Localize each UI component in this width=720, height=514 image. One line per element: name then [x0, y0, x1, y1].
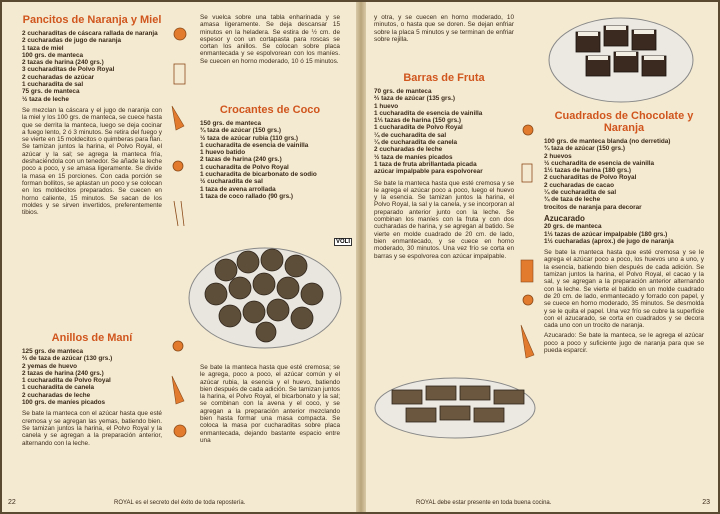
right-continuation: [374, 14, 514, 46]
cookie: [229, 277, 251, 299]
ingredient: 1 huevo batido: [200, 149, 246, 157]
ingredient: azúcar impalpable para espolvorear: [374, 168, 483, 176]
ingredient: 1 cucharadita de Polvo Royal: [22, 377, 111, 385]
ingredient: trocitos de naranja para decorar: [544, 203, 642, 211]
ingredient: ¾ taza de azúcar (150 grs.): [200, 127, 281, 135]
fruit-bar: [494, 390, 524, 404]
ingredient: 1⅓ tazas de harina (150 grs.): [374, 117, 462, 125]
coco-ingredients: [200, 120, 340, 200]
ingredient: ½ taza de maníes picados: [374, 153, 453, 161]
cookie: [301, 283, 323, 305]
ingredient: 1 huevo: [374, 102, 399, 110]
orange-sketch: [523, 295, 533, 305]
fruit-bar: [440, 406, 470, 420]
footer-right: ROYAL debe estar presente en toda buena cocina.: [416, 500, 552, 506]
cookie: [267, 299, 289, 321]
cookie: [285, 255, 307, 277]
icing: [634, 30, 654, 34]
ingredient: 2 tazas de harina (240 grs.): [22, 59, 104, 67]
ingredient: 1 taza de miel: [22, 44, 64, 52]
ingredient: 2 cucharadas de cacao: [544, 181, 614, 189]
ingredient: ½ cucharadita de sal: [200, 178, 263, 186]
carrot-sketch: [521, 325, 534, 358]
ingredient: 1 cucharadita de canela: [22, 384, 95, 392]
cookie: [237, 251, 259, 273]
cookie: [205, 283, 227, 305]
left-continuation: [200, 14, 340, 68]
cookie: [253, 273, 275, 295]
ingredient: ½ taza de azúcar rubia (110 grs.): [200, 134, 299, 142]
ingredient: 2 cucharadas de leche: [374, 146, 443, 154]
fruit-sketches: [516, 120, 540, 370]
ingredient: ½ cucharadita de esencia de vainilla: [544, 159, 655, 167]
ingredient: 20 grs. de manteca: [544, 223, 602, 231]
glaze-ingredients: [544, 223, 704, 245]
ingredient: 2 cucharaditas de cáscara rallada de naranja: [22, 30, 158, 37]
ingredient: ⅔ taza de azúcar (135 grs.): [374, 95, 455, 103]
glass-sketch: [522, 164, 532, 182]
ingredient: 2 cucharaditas de Polvo Royal: [544, 174, 637, 182]
ingredient: 150 grs. de manteca: [200, 120, 262, 127]
ingredient: 2 cucharadas de leche: [22, 391, 91, 399]
ingredient: ¼ de cucharadita de sal: [544, 189, 617, 197]
ingredient: 1 taza de fruta abrillantada picada: [374, 160, 477, 168]
continuation-text: Se vuelca sobre una tabla enharinada y se amasa ligeramente. Se deja descansar 15 minutos en la heladera. Se estira de ½ cm. de espesor y con un cortapasta para roscas se cortan los anillos. Se colocan sobre placa enmantecada y se espolvorean con los maníes. Se cuecen en horno moderado, 10 ó 15 minutos.: [200, 14, 340, 65]
icing: [644, 56, 664, 60]
cookie: [261, 249, 283, 271]
coco-method-block: [200, 364, 340, 447]
naranja-ingredients: [22, 30, 162, 103]
ingredient: 1 cucharadita de Polvo Royal: [374, 124, 463, 132]
glass-sketch: [174, 64, 185, 84]
cookie: [277, 277, 299, 299]
continuation-text: y otra, y se cuecen en horno moderado, 10 minutos, o hasta que se doren. Se dejan enfriar sobre la placa 5 minutos y se terminan de enfriar sobre rejilla.: [374, 14, 514, 43]
chocolate-ingredients: [544, 138, 704, 211]
chocolate-recipe: [544, 110, 704, 357]
carrot-sketch: [172, 106, 184, 130]
cookie: [215, 259, 237, 281]
cookie: [291, 307, 313, 329]
ingredient: 2 cucharadas de azúcar: [22, 73, 95, 81]
spoon-sketch: [174, 201, 184, 226]
ingredient: 1 cucharadita de sal: [22, 81, 84, 89]
fruta-ingredients: [374, 88, 514, 176]
fruta-title: Barras de Fruta: [403, 72, 485, 84]
ingredient: 100 grs. de manteca: [22, 51, 84, 59]
voli-label: VOLI: [336, 239, 351, 245]
mani-ingredients: [22, 348, 162, 406]
cookbook-spread: [2, 2, 718, 512]
ingredient: 1 cucharadita de bicarbonato de sodio: [200, 171, 317, 179]
ingredient: 1½ tazas de harina (180 grs.): [544, 167, 632, 175]
ingredient: ¾ taza de azúcar (150 grs.): [544, 145, 625, 153]
ingredient: 2 tazas de harina (240 grs.): [200, 156, 282, 164]
fruit-bar: [460, 386, 490, 400]
ingredient: 2 cucharadas de jugo de naranja: [22, 37, 122, 45]
ingredient: 125 grs. de manteca: [22, 348, 84, 355]
mani-title: Anillos de Maní: [51, 332, 133, 344]
chocolate-squares-photo: [546, 10, 696, 106]
ingredient: 2 tazas de harina (240 grs.): [22, 369, 104, 377]
orange-sketch: [523, 125, 533, 135]
glaze-title: Azucarado: [544, 213, 585, 223]
mani-recipe: [22, 332, 162, 450]
fruit-bar: [406, 408, 436, 422]
cookie: [243, 301, 265, 323]
footer-left: ROYAL es el secreto del éxito de toda repostería.: [114, 500, 246, 506]
icing: [578, 32, 598, 36]
orange-sketch: [173, 161, 183, 171]
fruit-bar: [474, 408, 504, 422]
icing: [616, 52, 636, 56]
page-number-right: 23: [702, 499, 710, 506]
glaze-method: Azucarado: Se bate la manteca, se le agrega el azúcar poco a poco y suficiente jugo de naranja para que se pueda esparcir.: [544, 332, 704, 355]
ingredient: ½ taza de leche: [22, 95, 69, 103]
mani-method: Se bate la manteca con el azúcar hasta que esté cremosa y se agregan las yemas, batiendo bien. Se tamizan juntos la harina, el Polvo Royal y la canela y se agregan a la preparación anterior, alternando con la leche.: [22, 410, 162, 447]
cookie: [219, 305, 241, 327]
book-gutter: [356, 2, 366, 512]
ingredient: 1½ tazas de azúcar impalpable (180 grs.): [544, 230, 668, 238]
orange-sketch: [174, 28, 186, 40]
fruta-recipe: [374, 72, 514, 263]
cookies-plate-photo: [186, 240, 344, 352]
fruit-bar: [426, 386, 456, 400]
coco-title: Crocantes de Coco: [219, 104, 321, 116]
fruta-method: Se bate la manteca hasta que esté cremosa y se le agrega el azúcar poco a poco, luego el huevo y la esencia. Se tamizan juntos la harina, el Polvo Royal, la sal y la canela, y se incorporan al preparado anterior junto con la leche. Se combinan los maníes con la fruta y con dos cucharadas de harina, y se agregan al batido. Se vierte en molde cuadrado de 20 cm. de lado, bien enmantecado, y se cuece en horno moderado, 30 minutos. Una vez frío se corta en barras y se espolvorea con azúcar impalpable.: [374, 179, 514, 260]
ingredient: 100 grs. de maníes picados: [22, 399, 106, 407]
fruit-bars-photo: [372, 372, 538, 442]
apple-sketch: [174, 425, 186, 437]
naranja-method: Se mezclan la cáscara y el jugo de naranja con la miel y los 100 grs. de manteca, se cuece hasta que se derrita la manteca, luego se deja cocinar a fuego lento, 2 ó 3 minutos. Se retira del fuego y se vierte en 15 moldecitos o quimberas para flan. Se tamizan juntos la harina, el Polvo Royal, el azúcar y la sal; se agrega la manteca fría, deshaciéndola con un tenedor. Se añade la leche poco a poco, y se amasa ligeramente. Se divide la masa en 15 porciones. Con cada porción se forman bollitos, se aplastan un poco y se colocan en los moldecitos preparados. Se cuecen en horno caliente, 15 minutos. Se sacan de los moldes y se sirven invertidos, preferentemente tibios.: [22, 106, 162, 217]
coco-method: Se bate la manteca hasta que esté cremosa; se le agrega, poco a poco, el azúcar común y el azúcar rubia, la esencia y el huevo, batiendo bien después de cada adición. Se tamizan juntos la harina, el Polvo Royal, el bicarbonato y la sal; se combinan con la avena y el coco, y se agregan a la preparación anterior mezclando bien hasta formar una masa compacta. Se coloca la masa por cucharaditas sobre placa enmantecada, dejando bastante espacio entre una: [200, 364, 340, 444]
orange-sketch: [173, 341, 183, 351]
ingredient: 75 grs. de manteca: [22, 88, 80, 96]
left-page: [2, 2, 356, 512]
page-number-left: 22: [8, 499, 16, 506]
jar-sketch: [521, 260, 533, 282]
ingredient: 100 grs. de manteca blanda (no derretida): [544, 138, 671, 145]
ingredient: 3 cucharaditas de Polvo Royal: [22, 66, 115, 74]
ingredient: 2 huevos: [544, 152, 572, 160]
ingredient: ¼ de cucharadita de sal: [374, 131, 447, 139]
chocolate-title: Cuadrados de Chocolate y Naranja: [554, 110, 694, 134]
chocolate-method: Se bate la manteca hasta que esté cremosa y se le agrega el azúcar poco a poco, los huevos uno a uno, y la esencia, batiendo bien después de cada adición. Se tamizan juntos la harina, el Polvo Royal, el cacao y la sal, y se agregan a la preparación anterior alternando con la leche. Se vierte el batido en un molde cuadrado de 20 cm. de lado, enmantecado y forrado con papel, y se cuece en horno moderado, 35 minutos. Se desmolda y se le quita el papel. Una vez frío se cubre la superficie con el azucarado, se corta en cuadrados y se decora cada uno con un trocito de naranja.: [544, 249, 704, 330]
right-page: [366, 2, 718, 512]
naranja-recipe: [22, 14, 162, 219]
ingredient: ⅔ de taza de azúcar (130 grs.): [22, 355, 113, 363]
ingredient: 1 cucharadita de esencia de vainilla: [374, 109, 483, 117]
cookie: [256, 322, 276, 342]
ingredient: ¾ de taza de leche: [544, 196, 601, 204]
coco-recipe: [200, 104, 340, 204]
ingredient: 70 grs. de manteca: [374, 88, 432, 95]
ingredient: 2 yemas de huevo: [22, 362, 78, 370]
ingredient: 1 cucharadita de Polvo Royal: [200, 163, 289, 171]
fruit-bar: [392, 390, 422, 404]
naranja-title: Pancitos de Naranja y Miel: [22, 14, 162, 26]
carrot-sketch: [172, 376, 184, 404]
ingredient: ¼ de cucharadita de canela: [374, 139, 458, 147]
icing: [606, 26, 626, 30]
ingredient: 1 taza de avena arrollada: [200, 185, 276, 193]
ingredient: 1 cucharadita de esencia de vainilla: [200, 141, 309, 149]
icing: [588, 56, 608, 60]
ingredient: 1½ cucharadas (aprox.) de jugo de naranja: [544, 237, 674, 245]
ingredient: 1 taza de coco rallado (90 grs.): [200, 192, 294, 200]
